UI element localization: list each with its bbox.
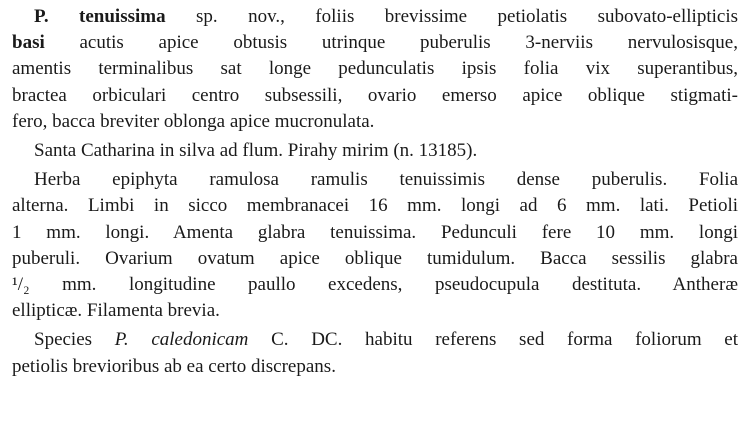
comparison-paragraph xyxy=(12,327,738,379)
comparison-line-1: Species P. caledonicam C. DC. habitu referens sed forma foliorum et xyxy=(34,329,738,351)
morphology-line-2: alterna. Limbi in sicco membranacei 16 mm. longi ad 6 mm. lati. Petioli xyxy=(12,195,738,217)
description-line-1: P. tenuissima sp. nov., foliis brevissime petiolatis subovato-ellipticis xyxy=(34,6,738,27)
morphology-line-3: 1 mm. longi. Amenta glabra tenuissima. Pedunculi fere 10 mm. longi xyxy=(12,221,738,243)
morphology-line-4: puberuli. Ovarium ovatum apice oblique tumidulum. Bacca sessilis glabra xyxy=(12,247,738,269)
morphology-line-5: ¹/₂ mm. longitudine paullo excedens, pseudocupula destituta. Antheræ xyxy=(12,274,738,296)
morphology-paragraph xyxy=(12,167,738,324)
morphology-line-6: ellipticæ. Filamenta brevia. xyxy=(12,300,220,322)
description-line-5: fero, bacca breviter oblonga apice mucronulata. xyxy=(12,110,375,132)
species-name: P. tenuissima xyxy=(34,6,166,27)
description-line-2: basi acutis apice obtusis utrinque puberulis 3-nerviis nervulosisque, xyxy=(12,32,738,54)
morphology-line-1: Herba epiphyta ramulosa ramulis tenuissimis dense puberulis. Folia xyxy=(34,169,738,191)
locality-line-1: Santa Catharina in silva ad flum. Pirahy mirim (n. 13185). xyxy=(34,140,478,162)
description-line-3: amentis terminalibus sat longe pedunculatis ipsis folia vix superantibus, xyxy=(12,58,738,80)
comparison-line-2: petiolis brevioribus ab ea certo discrepans. xyxy=(12,355,336,377)
description-line-4: bractea orbiculari centro subsessili, ovario emerso apice oblique stigmati- xyxy=(12,84,738,106)
compared-species-name: P. caledonicam xyxy=(114,329,249,351)
species-description xyxy=(12,4,738,135)
locality-paragraph xyxy=(12,138,738,164)
